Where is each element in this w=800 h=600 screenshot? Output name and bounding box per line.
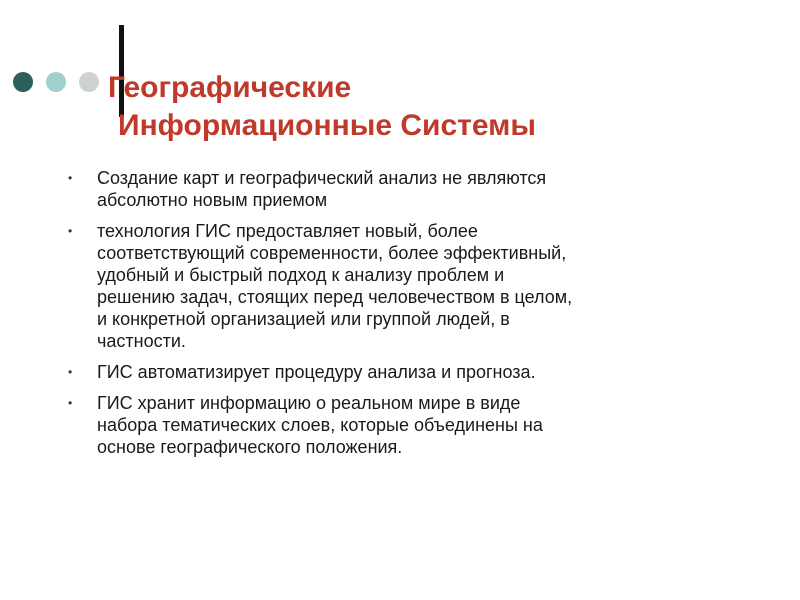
bullet-list: [68, 167, 728, 467]
bullet-text-line: набора тематических слоев, которые объединены на: [97, 415, 543, 435]
bullet-text-line: соответствующий современности, более эффективный,: [97, 243, 567, 263]
slide-title-line-1: Географические: [108, 71, 352, 104]
decorative-dot-gray: [79, 72, 99, 92]
bullet-item: [68, 220, 728, 352]
bullet-marker: •: [68, 365, 73, 379]
bullet-item: [68, 361, 728, 383]
bullet-item: [68, 392, 728, 458]
slide-title-line-2: Информационные Системы: [118, 109, 536, 142]
bullet-marker: •: [68, 224, 73, 238]
bullet-text-line: частности.: [97, 331, 186, 351]
decorative-dot-dark: [13, 72, 33, 92]
bullet-text-line: и конкретной организацией или группой людей, в: [97, 309, 510, 329]
bullet-text-line: ГИС автоматизирует процедуру анализа и прогноза.: [97, 362, 536, 382]
decorative-dot-light: [46, 72, 66, 92]
bullet-item: [68, 167, 728, 211]
bullet-text-line: решению задач, стоящих перед человечеством в целом,: [97, 287, 573, 307]
bullet-marker: •: [68, 171, 73, 185]
bullet-marker: •: [68, 396, 73, 410]
bullet-text-line: основе географического положения.: [97, 437, 403, 457]
bullet-text-line: технология ГИС предоставляет новый, более: [97, 221, 478, 241]
bullet-text-line: ГИС хранит информацию о реальном мире в виде: [97, 393, 521, 413]
bullet-text-line: абсолютно новым приемом: [97, 190, 328, 210]
bullet-text-line: удобный и быстрый подход к анализу проблем и: [97, 265, 505, 285]
bullet-text-line: Создание карт и географический анализ не являются: [97, 168, 547, 188]
slide-title: [108, 69, 536, 145]
